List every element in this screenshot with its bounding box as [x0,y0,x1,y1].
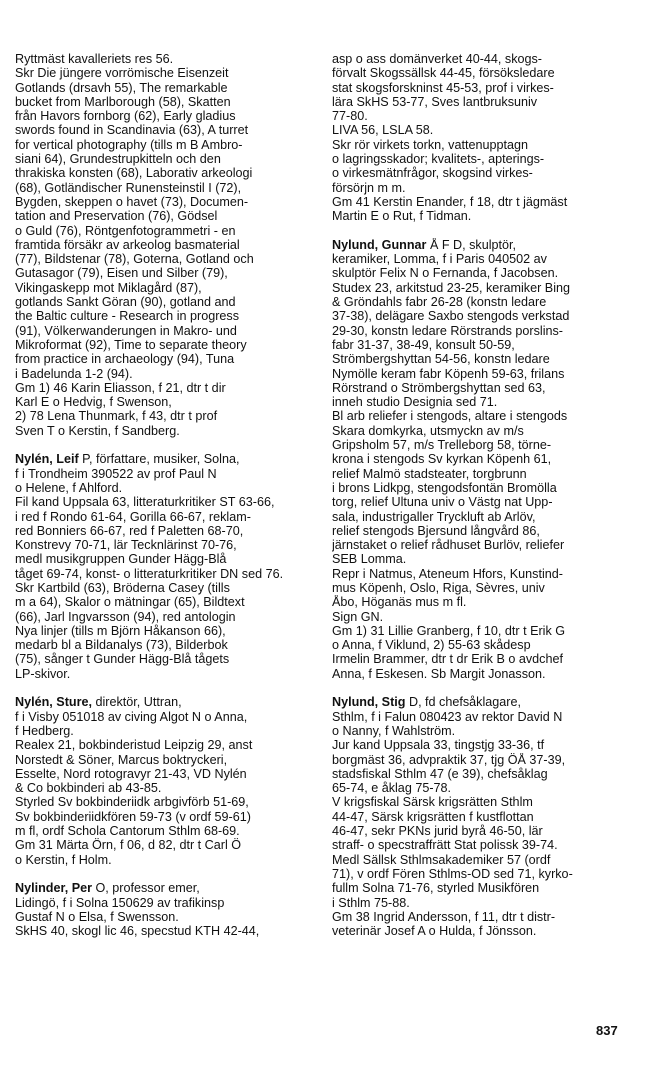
text-line: försörjn m m. [332,180,406,195]
text-line: Fil kand Uppsala 63, litteraturkritiker ST 63-66, [15,495,275,510]
text-line: tation and Preservation (76), Gödsel [15,209,218,224]
text-line: skulptör Felix N o Fernanda, f Jacobsen. [332,266,559,281]
text-line: LP-skivor. [15,666,71,681]
text-line: m fl, ordf Schola Cantorum Sthlm 68-69. [15,824,240,839]
text-line: Esselte, Nord rotogravyr 21-43, VD Nylén [15,766,247,781]
text-line: Ryttmäst kavalleriets res 56. [15,52,174,66]
text-line: 2) 78 Lena Thunmark, f 43, dtr t prof [15,409,218,424]
text-line: i Badelunda 1-2 (94). [15,366,133,381]
text-line: o lagringsskador; kvalitets-, apterings- [332,152,545,167]
text-line: 77-80. [332,109,368,124]
biography-entry [332,52,632,224]
text-line: 46-47, sekr PKNs jurid byrå 46-50, lär [332,824,543,839]
entry-heading-line [15,881,313,895]
entry-heading-line [332,695,632,709]
text-line: thrakiska konsten (68), Laborativ arkeologi [15,166,253,181]
text-line: (66), Jarl Ingvarsson (94), red antologin [15,609,236,624]
text-line: fabr 31-37, 38-49, konsult 50-59, [332,337,515,352]
text-line: Rörstrand o Strömbergshyttan sed 63, [332,380,546,395]
text-line: for vertical photography (tills m B Ambro- [15,137,243,152]
text-line: järnstaket o relief rådhuset Burlöv, reliefer [332,538,565,553]
text-line: borgmäst 36, advpraktik 37, tjg ÖÅ 37-39, [332,752,566,767]
text-line: Realex 21, bokbinderistud Leipzig 29, anst [15,738,253,753]
text-line: Styrled Sv bokbinderiidk arbgivförb 51-69, [15,795,249,810]
text-line: sala, industrigaller Tryckluft ab Arlöv, [332,509,536,524]
text-line: torg, relief Ultuna univ o Västg nat Upp- [332,495,553,510]
text-line: mus Köpenh, Oslo, Riga, Sèvres, univ [332,580,545,595]
text-line: Sv bokbinderiidkfören 59-73 (v ordf 59-61) [15,809,251,824]
biography-entry [332,238,632,681]
text-line: Karl E o Hedvig, f Swenson, [15,395,172,410]
text-line: straff- o specstraffrätt Stat polissk 39-74. [332,838,558,853]
text-line: relief Malmö stadsteater, torgbrunn [332,466,527,481]
entry-intro: Å F D, skulptör, [426,237,517,252]
text-line: 37-38), delägare Saxbo stengods verkstad [332,309,570,324]
right-column [332,52,632,938]
biography-entry [15,881,313,938]
text-line: inneh studio Designia sed 71. [332,395,498,410]
entry-heading-line [15,695,313,709]
entry-name: Nylinder, Per [15,881,92,896]
text-line: Gm 41 Kerstin Enander, f 18, dtr t jägmäst [332,194,568,209]
text-line: medl musikgruppen Gunder Hägg-Blå [15,552,227,567]
entry-intro: O, professor emer, [92,881,200,896]
text-line: Skr Die jüngere vorrömische Eisenzeit [15,66,229,81]
biography-entry [15,52,313,438]
text-line: medarb bl a Bildanalys (73), Bilderbok [15,638,228,653]
text-line: Skr rör virkets torkn, vattenupptagn [332,137,528,152]
text-line: Gm 1) 46 Karin Eliasson, f 21, dtr t dir [15,380,226,395]
text-line: Sign GN. [332,609,384,624]
text-line: veterinär Josef A o Hulda, f Jönsson. [332,924,537,939]
text-line: (77), Bildstenar (78), Goterna, Gotland och [15,252,254,267]
text-line: 44-47, Särsk krigsrätten f kustflottan [332,809,534,824]
text-line: (75), sånger t Gunder Hägg-Blå tågets [15,652,230,667]
entry-intro: direktör, Uttran, [91,695,182,710]
text-line: Norstedt & Söner, Marcus boktryckeri, [15,752,228,767]
text-line: 29-30, konstn ledare Rörstrands porslins- [332,323,563,338]
text-line: SkHS 40, skogl lic 46, specstud KTH 42-44, [15,924,260,939]
text-line: o virkesmätnfrågor, skogsind virkes- [332,166,533,181]
entry-name: Nylund, Stig [332,695,406,710]
text-line: Martin E o Rut, f Tidman. [332,209,472,224]
text-line: Gm 31 Märta Örn, f 06, d 82, dtr t Carl Ö [15,838,242,853]
text-line: m a 64), Skalor o mätningar (65), Bildtext [15,595,245,610]
text-line: framtida försäkr av arkeolog basmaterial [15,237,240,252]
text-line: lära SkHS 53-77, Sves lantbruksuniv [332,94,538,109]
text-line: f i Visby 051018 av civing Algot N o Anna, [15,709,248,724]
entry-name: Nylén, Leif [15,452,79,467]
text-line: keramiker, Lomma, f i Paris 040502 av [332,252,547,267]
text-line: 65-74, e åklag 75-78. [332,781,452,796]
text-line: & Co bokbinderi ab 43-85. [15,781,162,796]
text-line: Skara domkyrka, utsmyckn av m/s [332,423,524,438]
text-line: Åbo, Höganäs mus m fl. [332,595,467,610]
text-line: från Havors fornborg (62), Early gladius [15,109,236,124]
text-line: Strömbergshyttan 54-56, konstn ledare [332,352,550,367]
text-line: o Guld (76), Röntgenfotogrammetri - en [15,223,236,238]
biography-entry [15,695,313,867]
text-line: siani 64), Grundestrupkitteln och den [15,152,221,167]
text-line: Bygden, skeppen o havet (73), Documen- [15,194,249,209]
text-line: i red f Rondo 61-64, Gorilla 66-67, reklam- [15,509,251,524]
text-line: Sthlm, f i Falun 080423 av rektor David N [332,709,563,724]
text-line: relief stengods Bjersund långvård 86, [332,523,540,538]
biography-entry [332,695,632,938]
entry-intro: P, författare, musiker, Solna, [78,452,240,467]
text-line: fullm Solna 71-76, styrled Musikfören [332,881,540,896]
text-line: (91), Völkerwanderungen in Makro- und [15,323,237,338]
text-line: bucket from Marlborough (58), Skatten [15,94,231,109]
text-line: Lidingö, f i Solna 150629 av trafikinsp [15,895,225,910]
text-line: red Bonniers 66-67, red f Paletten 68-70, [15,523,244,538]
biography-entry [15,452,313,681]
entry-heading-line [15,452,313,466]
entry-intro: D, fd chefsåklagare, [405,695,521,710]
text-line: & Gröndahls fabr 26-28 (konstn ledare [332,295,547,310]
text-line: (68), Gotländischer Runensteinstil I (72), [15,180,242,195]
text-line: Anna, f Eskesen. Sb Margit Jonasson. [332,666,546,681]
text-line: Nya linjer (tills m Björn Håkanson 66), [15,623,226,638]
text-line: Skr Kartbild (63), Bröderna Casey (tills [15,580,230,595]
text-line: Sven T o Kerstin, f Sandberg. [15,423,180,438]
text-line: Gustaf N o Elsa, f Swensson. [15,909,179,924]
text-line: Gm 1) 31 Lillie Granberg, f 10, dtr t Erik G [332,623,566,638]
text-line: LIVA 56, LSLA 58. [332,123,434,138]
text-line: Konstrevy 70-71, lär Tecknlärinst 70-76, [15,538,237,553]
text-line: Bl arb reliefer i stengods, altare i stengods [332,409,568,424]
text-line: o Kerstin, f Holm. [15,852,112,867]
text-line: Studex 23, arkitstud 23-25, keramiker Bing [332,280,571,295]
text-line: stadsfiskal Sthlm 47 (e 39), chefsåklag [332,766,548,781]
text-line: swords found in Scandinavia (63), A turret [15,123,249,138]
text-line: Jur kand Uppsala 33, tingstjg 33-36, tf [332,738,545,753]
text-line: Repr i Natmus, Ateneum Hfors, Kunstind- [332,566,563,581]
text-line: asp o ass domänverket 40-44, skogs- [332,52,543,66]
text-line: gotlands Sankt Göran (90), gotland and [15,295,236,310]
text-line: o Helene, f Ahlford. [15,480,123,495]
text-line: the Baltic culture - Research in progress [15,309,239,324]
entry-name: Nylén, Sture, [15,695,92,710]
text-line: tåget 69-74, konst- o litteraturkritiker DN sed 76. [15,566,284,581]
text-line: f Hedberg. [15,723,74,738]
text-line: Gotlands (drsavh 55), The remarkable [15,80,228,95]
text-line: V krigsfiskal Särsk krigsrätten Sthlm [332,795,533,810]
text-line: Gripsholm 57, m/s Trelleborg 58, törne- [332,438,552,453]
left-column [15,52,313,938]
text-line: Irmelin Brammer, dtr t dr Erik B o avdchef [332,652,563,667]
text-line: stat skogsforskninst 45-53, prof i virkes- [332,80,554,95]
text-line: i Sthlm 75-88. [332,895,410,910]
text-line: from practice in archaeology (94), Tuna [15,352,235,367]
text-line: o Nanny, f Wahlström. [332,723,456,738]
text-line: Gm 38 Ingrid Andersson, f 11, dtr t distr- [332,909,556,924]
entry-name: Nylund, Gunnar [332,237,427,252]
entry-heading-line [332,238,632,252]
text-line: 71), v ordf Fören Sthlms-OD sed 71, kyrko- [332,866,573,881]
text-line: i brons Lidkpg, stengodsfontän Bromölla [332,480,557,495]
text-line: f i Trondheim 390522 av prof Paul N [15,466,217,481]
text-line: krona i stengods Sv kyrkan Köpenh 61, [332,452,552,467]
text-line: förvalt Skogssällsk 44-45, försöksledare [332,66,555,81]
text-line: Nymölle keram fabr Köpenh 59-63, frilans [332,366,565,381]
text-line: SEB Lomma. [332,552,407,567]
page-number: 837 [596,1023,618,1038]
text-line: Medl Sällsk Sthlmsakademiker 57 (ordf [332,852,551,867]
text-line: Mikroformat (92), Time to separate theory [15,337,247,352]
text-line: o Anna, f Viklund, 2) 55-63 skådesp [332,638,531,653]
text-line: Gutasagor (79), Eisen und Silber (79), [15,266,228,281]
text-line: Vikingaskepp mot Miklagård (87), [15,280,202,295]
